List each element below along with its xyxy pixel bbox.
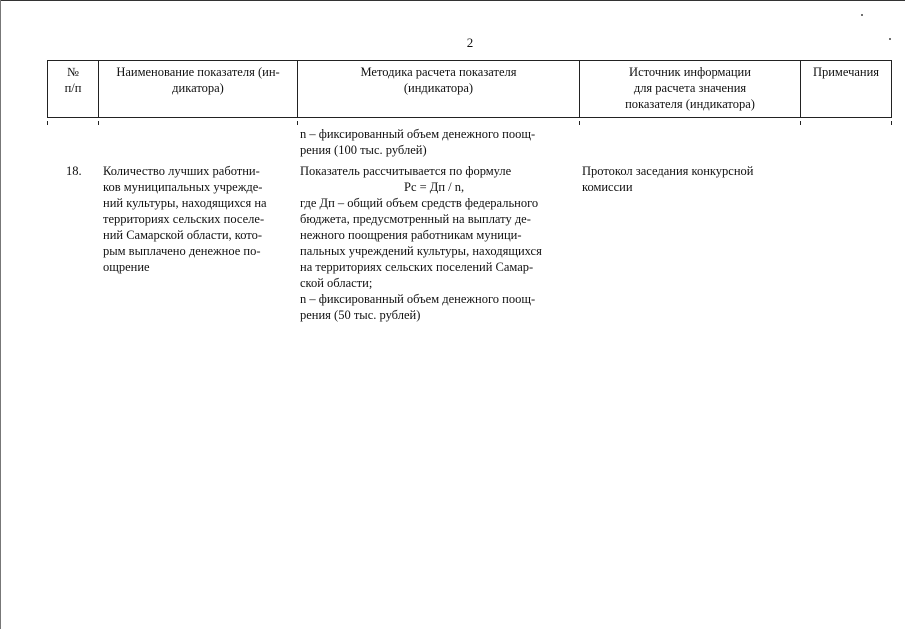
column-divider	[98, 121, 99, 125]
row-18-information-source: Протокол заседания конкурсной комиссии	[582, 164, 754, 194]
row-18-method-intro: Показатель рассчитывается по формуле	[300, 164, 512, 178]
row-18-method-body: где Дп – общий объем средств федерального бюджета, предусмотренный на выплату де- нежного поощрения работникам муници- пальных учреждений культуры, находящихся на территориях сельских поселений Самар- ской области; n – фиксированный объем денежного поощ- рения (50 тыс. рублей)	[300, 196, 542, 322]
page-top-edge	[0, 0, 905, 1]
header-number-label: № п/п	[64, 65, 82, 95]
header-number	[48, 61, 99, 118]
header-information-source	[580, 61, 801, 118]
header-calculation-method-label: Методика расчета показателя (индикатора)	[360, 65, 517, 95]
column-divider	[800, 121, 801, 125]
column-divider	[891, 121, 892, 125]
indicator-table-header	[47, 60, 892, 118]
row-18-number: 18.	[66, 164, 82, 178]
column-divider	[47, 121, 48, 125]
page-number: 2	[466, 35, 474, 50]
page-left-edge	[0, 0, 1, 629]
header-notes	[801, 61, 892, 118]
row-18-indicator-name: Количество лучших работни- ков муниципальных учрежде- ний культуры, находящихся на территориях сельских поселе- ний Самарской области, кото- рым выплачено денежное по- ощрение	[103, 164, 267, 274]
header-information-source-label: Источник информации для расчета значения показателя (индикатора)	[625, 65, 755, 111]
header-notes-label: Примечания	[812, 65, 880, 79]
header-indicator-name	[99, 61, 298, 118]
scan-speck	[889, 38, 891, 40]
column-divider	[579, 121, 580, 125]
row-18-formula: Рс = Дп / n,	[404, 180, 465, 194]
header-calculation-method	[298, 61, 580, 118]
continued-method-text: n – фиксированный объем денежного поощ- рения (100 тыс. рублей)	[300, 127, 536, 157]
header-indicator-name-label: Наименование показателя (ин- дикатора)	[116, 65, 280, 95]
scan-speck	[861, 14, 863, 16]
column-divider	[297, 121, 298, 125]
